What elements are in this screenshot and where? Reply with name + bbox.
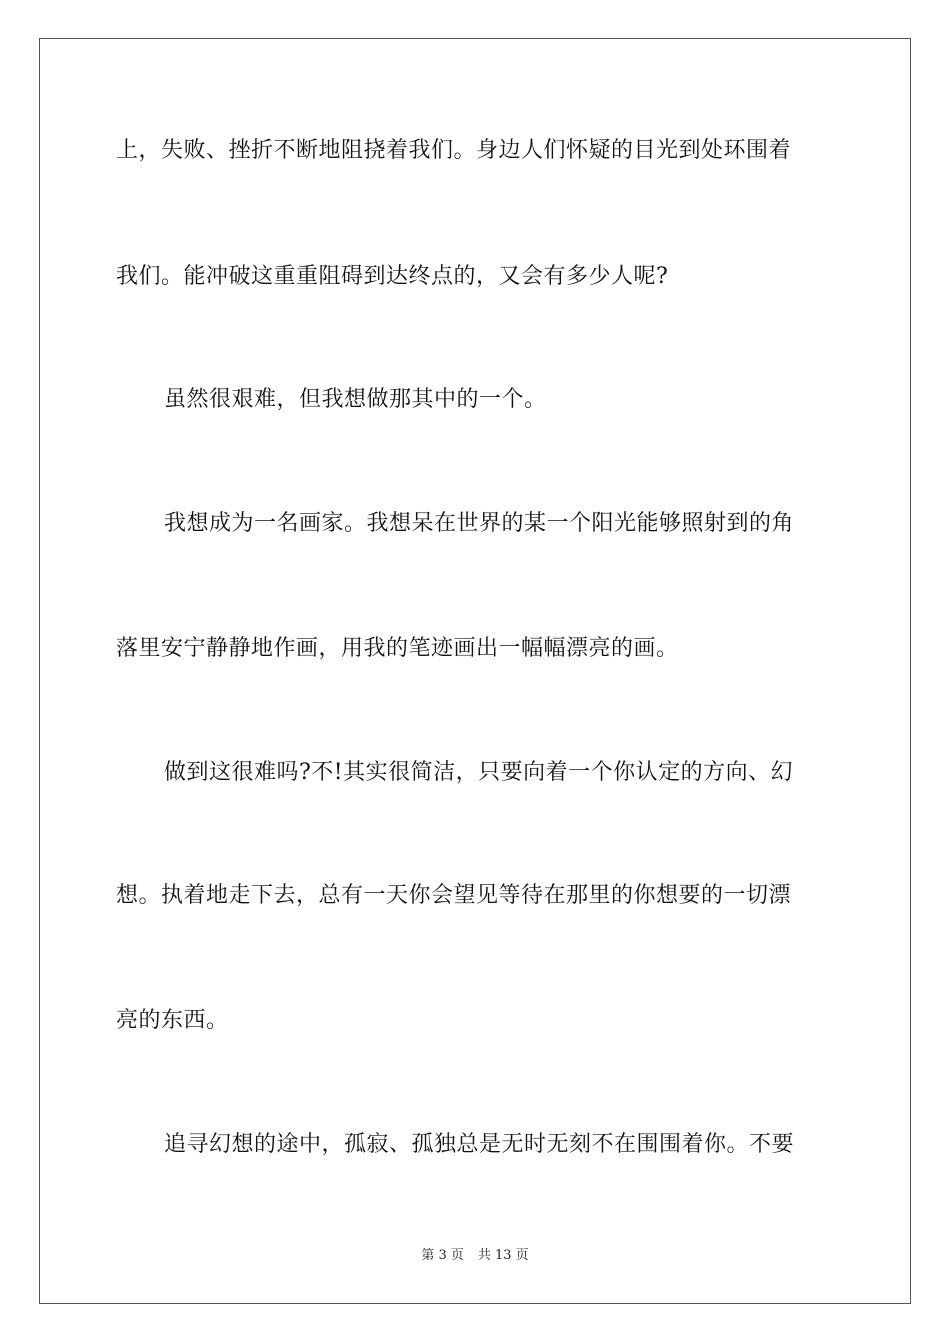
page-total: 共 13 页 (477, 1248, 529, 1263)
page-number: 第 3 页 (421, 1248, 464, 1263)
text-line: 做到这很难吗?不!其实很简洁，只要向着一个你认定的方向、幻 (164, 760, 794, 785)
text-line: 落里安宁静静地作画，用我的笔迹画出一幅幅漂亮的画。 (116, 636, 679, 661)
text-line: 我们。能冲破这重重阻碍到达终点的，又会有多少人呢? (116, 264, 669, 289)
text-line: 我想成为一名画家。我想呆在世界的某一个阳光能够照射到的角 (164, 511, 795, 536)
text-line: 虽然很艰难，但我想做那其中的一个。 (164, 387, 547, 412)
text-line: 上，失败、挫折不断地阻挠着我们。身边人们怀疑的目光到处环围着 (116, 138, 792, 163)
text-line: 追寻幻想的途中，孤寂、孤独总是无时无刻不在围围着你。不要 (164, 1132, 795, 1157)
page-border (39, 38, 911, 1304)
text-line: 想。执着地走下去，总有一天你会望见等待在那里的你想要的一切漂 (116, 883, 792, 908)
text-line: 亮的东西。 (116, 1008, 229, 1033)
page-footer (0, 1247, 950, 1265)
